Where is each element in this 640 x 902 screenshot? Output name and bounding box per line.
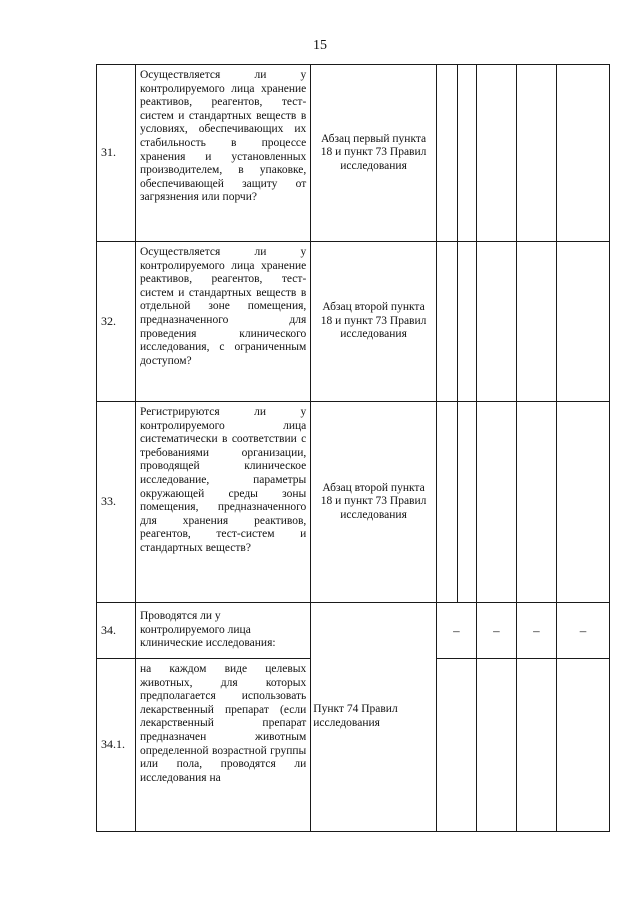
reference-cell: Пункт 74 Правил исследования	[311, 603, 437, 832]
question-cell	[135, 242, 310, 402]
row-number: 34.1.	[97, 659, 136, 832]
row-number: 33.	[97, 402, 136, 603]
answer-cell-no	[458, 242, 476, 402]
answer-cell-yes	[436, 659, 476, 832]
page-number: 15	[313, 38, 327, 53]
answer-cell-comment	[556, 659, 609, 832]
question-text: Регистрируются ли у контролируемого лица систематически в соответствии с требованиями организации, проводящей клиническое исследование, параметры окружающей среды зоны помещения, предназначенного для хранения реактивов, реагентов, тест-систем и стандартных веществ?	[139, 406, 307, 554]
checklist-table	[96, 64, 610, 832]
answer-cell-yes	[436, 65, 458, 242]
table-row	[97, 603, 610, 659]
question-text: Проводятся ли у контролируемого лица клинические исследования:	[139, 610, 276, 650]
dash-cell: –	[436, 603, 476, 659]
reference-cell: Абзац второй пункта 18 и пункт 73 Правил исследования	[311, 402, 437, 603]
table-row	[97, 242, 610, 402]
question-text: Осуществляется ли у контролируемого лица хранение реактивов, реагентов, тест-систем и стандартных веществ в условиях, обеспечивающих их стабильность в процессе хранения и установленных производителем, в упаковке, обеспечивающей защиту от загрязнения или порчи?	[139, 69, 307, 204]
answer-cell-note	[516, 242, 556, 402]
answer-cell-yes	[436, 242, 458, 402]
question-cell	[135, 65, 310, 242]
answer-cell-na	[476, 402, 516, 603]
answer-cell-na	[476, 65, 516, 242]
reference-cell: Абзац второй пункта 18 и пункт 73 Правил исследования	[311, 242, 437, 402]
answer-cell-no	[458, 402, 476, 603]
answer-cell-note	[516, 65, 556, 242]
answer-cell-yes	[436, 402, 458, 603]
answer-cell-comment	[556, 242, 609, 402]
row-number: 34.	[97, 603, 136, 659]
answer-cell-comment	[556, 65, 609, 242]
answer-cell-note	[516, 659, 556, 832]
question-cell	[135, 402, 310, 603]
dash-cell: –	[476, 603, 516, 659]
question-text: Осуществляется ли у контролируемого лица хранение реактивов, реагентов, тест-систем и стандартных веществ в отдельной зоне помещения, предназначенного для проведения клинического исследования, с ограниченным доступом?	[139, 246, 307, 367]
answer-cell-na	[476, 242, 516, 402]
table-row	[97, 402, 610, 603]
row-number: 31.	[97, 65, 136, 242]
dash-cell: –	[556, 603, 609, 659]
answer-cell-comment	[556, 402, 609, 603]
question-cell	[135, 659, 310, 832]
row-number: 32.	[97, 242, 136, 402]
answer-cell-no	[458, 65, 476, 242]
dash-cell: –	[516, 603, 556, 659]
table-row	[97, 65, 610, 242]
question-text: на каждом виде целевых животных, для которых предполагается использовать лекарственный препарат (если лекарственный препарат предназначен животным определенной возрастной группы или пола, проводятся ли исследования на	[139, 663, 307, 784]
reference-cell: Абзац первый пункта 18 и пункт 73 Правил исследования	[311, 65, 437, 242]
answer-cell-note	[516, 402, 556, 603]
answer-cell-na	[476, 659, 516, 832]
question-cell	[135, 603, 310, 659]
